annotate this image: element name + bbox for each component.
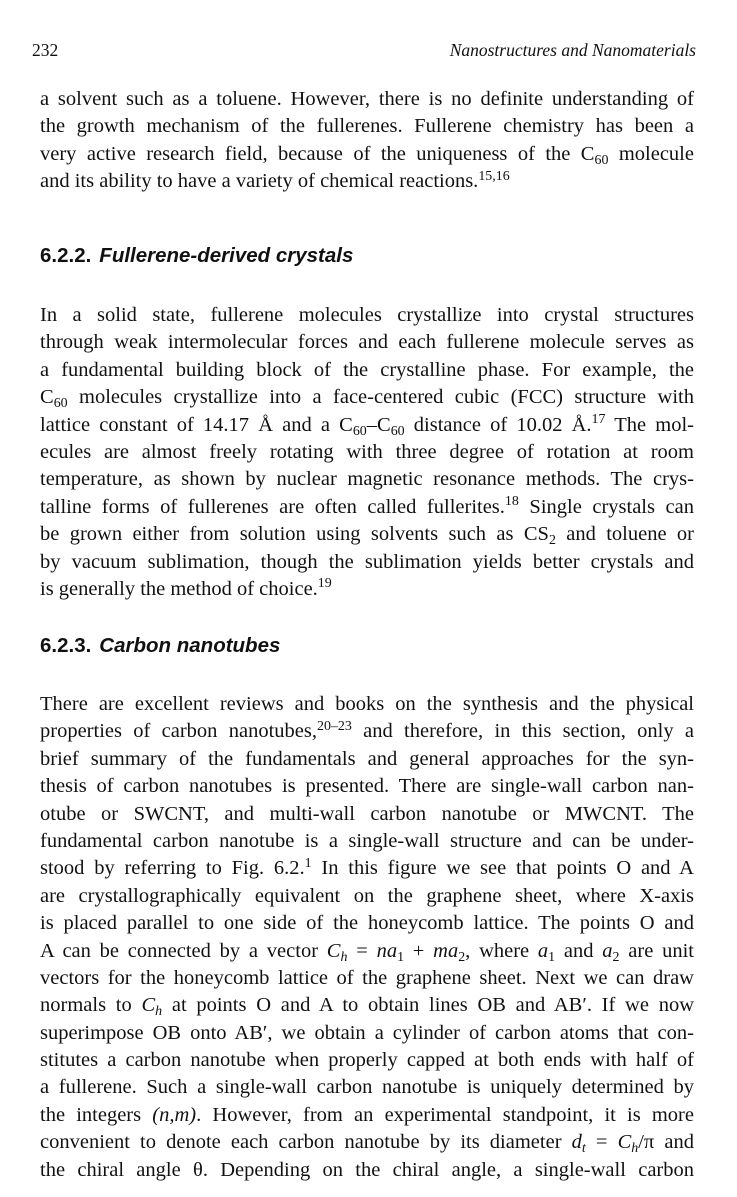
- text-line: fundamental carbon nanotube is a single-wall structure and can be under-: [40, 829, 694, 852]
- text-line: otube or SWCNT, and multi-wall carbon nanotube or MWCNT. The: [40, 802, 694, 825]
- text-line: In a solid state, fullerene molecules crystallize into crystal structures: [40, 304, 694, 326]
- text-line: are crystallographically equivalent on the graphene sheet, where X-axis: [40, 884, 694, 907]
- nanotubes-paragraph: [40, 691, 694, 1184]
- text-line: the growth mechanism of the fullerenes. Fullerene chemistry has been a: [40, 115, 694, 138]
- text-line: A can be connected by a vector $C_h = na_1 + ma_2$, where $a_1$ and $a_2$ are unit: [40, 939, 694, 965]
- page-number: 232: [32, 40, 59, 60]
- text-line: stood by referring to Fig. 6.2.$^1$ In this figure we see that points O and A: [40, 855, 694, 880]
- page-header: [32, 40, 696, 62]
- section-number: 6.2.3.: [40, 634, 92, 657]
- text-line: talline forms of fullerenes are often called fullerites.$^{18}$ Single crystals can: [40, 494, 694, 518]
- text-line: superimpose OB onto AB′, we obtain a cylinder of carbon atoms that con-: [40, 1021, 694, 1044]
- text-line: is generally the method of choice.$^{19}$: [40, 576, 332, 600]
- text-line: through weak intermolecular forces and each fullerene molecule serves as: [40, 331, 694, 354]
- text-line: by vacuum sublimation, though the sublimation yields better crystals and: [40, 550, 694, 573]
- section-heading-6-2-3: [40, 634, 280, 658]
- section-title: Carbon nanotubes: [99, 634, 281, 657]
- intro-paragraph: [40, 86, 694, 196]
- text-line: the chiral angle θ. Depending on the chiral angle, a single-wall carbon: [40, 1158, 694, 1181]
- text-line: convenient to denote each carbon nanotube by its diameter $d_t = C_h/\pi$ and: [40, 1131, 694, 1157]
- text-line: a fullerene. Such a single-wall carbon nanotube is uniquely determined by: [40, 1076, 694, 1099]
- text-line: thesis of carbon nanotubes is presented. There are single-wall carbon nan-: [40, 775, 694, 798]
- text-line: properties of carbon nanotubes,$^{20-23}$ and therefore, in this section, only a: [40, 718, 694, 743]
- text-line: the integers (n,m). However, from an experimental standpoint, it is more: [40, 1103, 694, 1126]
- text-line: brief summary of the fundamentals and general approaches for the syn-: [40, 747, 694, 770]
- text-line: stitutes a carbon nanotube when properly capped at both ends with half of: [40, 1049, 694, 1072]
- section-heading-6-2-2: [40, 244, 353, 268]
- text-line: vectors for the honeycomb lattice of the graphene sheet. Next we can draw: [40, 966, 694, 989]
- text-line: a solvent such as a toluene. However, there is no definite understanding of: [40, 88, 694, 110]
- text-line: a fundamental building block of the crystalline phase. For example, the: [40, 358, 694, 381]
- running-title: Nanostructures and Nanomaterials: [449, 40, 696, 60]
- text-line: $C_{60}$ molecules crystallize into a face-centered cubic (FCC) structure with: [40, 386, 694, 412]
- text-line: very active research field, because of the uniqueness of the $C_{60}$ molecule: [40, 142, 694, 168]
- text-line: temperature, as shown by nuclear magnetic resonance methods. The crys-: [40, 468, 694, 491]
- text-line: be grown either from solution using solvents such as $CS_2$ and toluene or: [40, 523, 695, 549]
- text-line: is placed parallel to one side of the honeycomb lattice. The points O and: [40, 912, 694, 935]
- text-line: normals to $C_h$ at points O and A to obtain lines OB and AB′. If we now: [40, 994, 694, 1020]
- text-line: lattice constant of 14.17 Å and a $C_{60}-C_{60}$ distance of 10.02 Å.$^{17}$ The mol-: [40, 411, 695, 439]
- section-number: 6.2.2.: [40, 244, 92, 267]
- crystals-paragraph: [40, 302, 694, 603]
- text-line: There are excellent reviews and books on the synthesis and the physical: [40, 693, 694, 715]
- text-line: and its ability to have a variety of chemical reactions.$^{15,16}$: [40, 168, 510, 193]
- text-line: ecules are almost freely rotating with three degree of rotation at room: [40, 440, 694, 463]
- section-title: Fullerene-derived crystals: [99, 244, 354, 267]
